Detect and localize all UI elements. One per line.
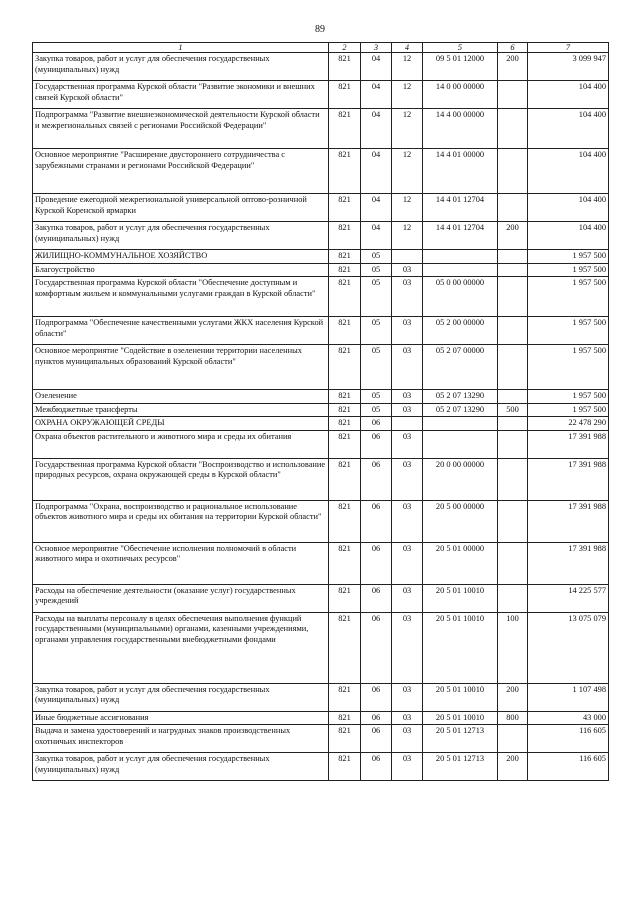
row-name: Благоустройство <box>33 263 329 277</box>
row-section: 05 <box>361 317 392 345</box>
table-row <box>33 390 609 404</box>
row-target-article: 09 5 01 12000 <box>423 53 498 81</box>
row-grbs: 821 <box>329 222 361 250</box>
row-expense-type: 200 <box>498 683 528 711</box>
row-grbs: 821 <box>329 81 361 109</box>
table-row <box>33 149 609 194</box>
row-target-article: 20 5 01 10010 <box>423 683 498 711</box>
row-section: 06 <box>361 612 392 683</box>
row-name: Проведение ежегодной межрегиональной универсальной оптово-розничной Курской Коренской ярмарки <box>33 194 329 222</box>
row-name: Государственная программа Курской области "Обеспечение доступным и комфортным жильем и коммунальными услугами граждан в Курской области" <box>33 277 329 317</box>
row-name: Подпрограмма "Охрана, воспроизводство и рациональное использование объектов животного мира и среды их обитания на территории Курской области" <box>33 500 329 542</box>
table-row <box>33 403 609 417</box>
row-grbs: 821 <box>329 390 361 404</box>
row-section: 04 <box>361 222 392 250</box>
row-amount: 116 605 <box>528 725 609 753</box>
row-expense-type <box>498 109 528 149</box>
row-subsection: 12 <box>392 53 423 81</box>
column-header: 7 <box>528 43 609 53</box>
row-amount: 3 099 947 <box>528 53 609 81</box>
row-subsection: 03 <box>392 345 423 390</box>
row-grbs: 821 <box>329 263 361 277</box>
row-name: Закупка товаров, работ и услуг для обеспечения государственных (муниципальных) нужд <box>33 53 329 81</box>
row-grbs: 821 <box>329 277 361 317</box>
row-target-article: 14 4 00 00000 <box>423 109 498 149</box>
row-subsection: 03 <box>392 725 423 753</box>
row-section: 06 <box>361 542 392 584</box>
row-section: 06 <box>361 711 392 725</box>
row-grbs: 821 <box>329 683 361 711</box>
row-amount: 104 400 <box>528 81 609 109</box>
row-name: Озеленение <box>33 390 329 404</box>
row-expense-type <box>498 725 528 753</box>
table-row <box>33 277 609 317</box>
row-target-article: 20 5 01 10010 <box>423 612 498 683</box>
row-expense-type <box>498 390 528 404</box>
row-section: 05 <box>361 403 392 417</box>
row-target-article <box>423 417 498 431</box>
row-grbs: 821 <box>329 403 361 417</box>
row-subsection: 03 <box>392 542 423 584</box>
row-amount: 116 605 <box>528 753 609 781</box>
row-target-article: 05 0 00 00000 <box>423 277 498 317</box>
row-subsection: 03 <box>392 277 423 317</box>
table-row <box>33 53 609 81</box>
row-target-article <box>423 250 498 264</box>
row-section: 04 <box>361 109 392 149</box>
row-name: Иные бюджетные ассигнования <box>33 711 329 725</box>
table-row <box>33 683 609 711</box>
row-expense-type <box>498 542 528 584</box>
row-target-article: 20 5 01 10010 <box>423 584 498 612</box>
table-row <box>33 584 609 612</box>
row-expense-type <box>498 149 528 194</box>
row-section: 06 <box>361 683 392 711</box>
row-subsection <box>392 250 423 264</box>
row-section: 06 <box>361 430 392 458</box>
row-subsection: 03 <box>392 317 423 345</box>
page-number: 89 <box>315 24 325 35</box>
row-subsection: 03 <box>392 683 423 711</box>
row-amount: 1 957 500 <box>528 317 609 345</box>
row-amount: 14 225 577 <box>528 584 609 612</box>
row-name: Выдача и замена удостоверений и нагрудных знаков производственных охотничьих инспекторов <box>33 725 329 753</box>
row-expense-type <box>498 250 528 264</box>
header-row <box>33 43 609 53</box>
row-grbs: 821 <box>329 500 361 542</box>
row-target-article: 05 2 07 13290 <box>423 390 498 404</box>
row-subsection: 12 <box>392 194 423 222</box>
row-section: 05 <box>361 390 392 404</box>
row-section: 05 <box>361 277 392 317</box>
row-expense-type: 800 <box>498 711 528 725</box>
row-name: ОХРАНА ОКРУЖАЮЩЕЙ СРЕДЫ <box>33 417 329 431</box>
row-name: Расходы на обеспечение деятельности (оказание услуг) государственных учреждений <box>33 584 329 612</box>
row-expense-type <box>498 458 528 500</box>
row-section: 05 <box>361 345 392 390</box>
row-section: 05 <box>361 263 392 277</box>
row-amount: 22 478 290 <box>528 417 609 431</box>
row-subsection: 03 <box>392 711 423 725</box>
row-grbs: 821 <box>329 458 361 500</box>
row-name: Подпрограмма "Развитие внешнеэкономической деятельности Курской области и межрегиональных связей с регионами Российской Федерации" <box>33 109 329 149</box>
row-section: 04 <box>361 53 392 81</box>
row-subsection: 03 <box>392 403 423 417</box>
table-row <box>33 250 609 264</box>
row-section: 06 <box>361 753 392 781</box>
row-subsection: 12 <box>392 149 423 194</box>
row-amount: 17 391 988 <box>528 430 609 458</box>
row-section: 06 <box>361 725 392 753</box>
row-grbs: 821 <box>329 725 361 753</box>
row-amount: 17 391 988 <box>528 500 609 542</box>
row-target-article: 05 2 00 00000 <box>423 317 498 345</box>
table-row <box>33 417 609 431</box>
row-amount: 1 957 500 <box>528 263 609 277</box>
row-subsection: 03 <box>392 390 423 404</box>
row-expense-type <box>498 584 528 612</box>
row-section: 04 <box>361 81 392 109</box>
row-amount: 13 075 079 <box>528 612 609 683</box>
row-grbs: 821 <box>329 149 361 194</box>
row-expense-type <box>498 317 528 345</box>
table-row <box>33 430 609 458</box>
row-name: Государственная программа Курской области "Воспроизводство и использование природных ресурсов, охрана окружающей среды в Курской области" <box>33 458 329 500</box>
row-grbs: 821 <box>329 711 361 725</box>
row-grbs: 821 <box>329 542 361 584</box>
row-subsection: 03 <box>392 263 423 277</box>
table-row <box>33 317 609 345</box>
row-subsection: 12 <box>392 109 423 149</box>
row-subsection: 03 <box>392 612 423 683</box>
row-amount: 1 957 500 <box>528 403 609 417</box>
row-subsection: 12 <box>392 222 423 250</box>
row-target-article <box>423 430 498 458</box>
column-header: 5 <box>423 43 498 53</box>
row-section: 06 <box>361 500 392 542</box>
row-amount: 1 957 500 <box>528 250 609 264</box>
row-target-article: 14 0 00 00000 <box>423 81 498 109</box>
table-body <box>33 53 609 781</box>
table-row <box>33 81 609 109</box>
row-subsection: 12 <box>392 81 423 109</box>
row-amount: 1 957 500 <box>528 277 609 317</box>
row-target-article: 20 5 01 12713 <box>423 753 498 781</box>
row-expense-type: 200 <box>498 753 528 781</box>
row-name: Закупка товаров, работ и услуг для обеспечения государственных (муниципальных) нужд <box>33 753 329 781</box>
table-row <box>33 194 609 222</box>
column-header: 1 <box>33 43 329 53</box>
row-name: Расходы на выплаты персоналу в целях обеспечения выполнения функций государственными (муниципальными) органами, казенными учреждениями, органами управления государственными внебюджетными фондами <box>33 612 329 683</box>
row-grbs: 821 <box>329 584 361 612</box>
row-section: 04 <box>361 194 392 222</box>
row-name: Охрана объектов растительного и животного мира и среды их обитания <box>33 430 329 458</box>
row-grbs: 821 <box>329 417 361 431</box>
row-target-article <box>423 263 498 277</box>
row-expense-type: 100 <box>498 612 528 683</box>
table-row <box>33 263 609 277</box>
row-target-article: 20 5 01 10010 <box>423 711 498 725</box>
row-target-article: 14 4 01 12704 <box>423 222 498 250</box>
row-grbs: 821 <box>329 109 361 149</box>
row-subsection: 03 <box>392 753 423 781</box>
row-target-article: 05 2 07 00000 <box>423 345 498 390</box>
row-amount: 104 400 <box>528 149 609 194</box>
row-amount: 104 400 <box>528 194 609 222</box>
row-subsection: 03 <box>392 584 423 612</box>
table-row <box>33 500 609 542</box>
table-row <box>33 222 609 250</box>
row-grbs: 821 <box>329 317 361 345</box>
row-expense-type <box>498 345 528 390</box>
row-name: Государственная программа Курской области "Развитие экономики и внешних связей Курской области" <box>33 81 329 109</box>
row-grbs: 821 <box>329 194 361 222</box>
row-expense-type <box>498 194 528 222</box>
row-target-article: 20 5 01 12713 <box>423 725 498 753</box>
row-target-article: 20 5 01 00000 <box>423 542 498 584</box>
row-grbs: 821 <box>329 53 361 81</box>
row-section: 04 <box>361 149 392 194</box>
column-header: 3 <box>361 43 392 53</box>
row-subsection: 03 <box>392 500 423 542</box>
table-row <box>33 542 609 584</box>
row-amount: 43 000 <box>528 711 609 725</box>
row-expense-type <box>498 500 528 542</box>
row-expense-type: 200 <box>498 53 528 81</box>
row-amount: 1 957 500 <box>528 345 609 390</box>
row-expense-type <box>498 430 528 458</box>
row-grbs: 821 <box>329 753 361 781</box>
row-subsection <box>392 417 423 431</box>
row-target-article: 20 5 00 00000 <box>423 500 498 542</box>
row-target-article: 05 2 07 13290 <box>423 403 498 417</box>
row-target-article: 14 4 01 12704 <box>423 194 498 222</box>
table-row <box>33 753 609 781</box>
budget-table <box>32 42 609 781</box>
row-subsection: 03 <box>392 430 423 458</box>
row-expense-type: 500 <box>498 403 528 417</box>
row-amount: 17 391 988 <box>528 458 609 500</box>
row-grbs: 821 <box>329 345 361 390</box>
table-row <box>33 612 609 683</box>
row-grbs: 821 <box>329 612 361 683</box>
row-name: Закупка товаров, работ и услуг для обеспечения государственных (муниципальных) нужд <box>33 222 329 250</box>
row-expense-type <box>498 81 528 109</box>
table-row <box>33 345 609 390</box>
row-target-article: 20 0 00 00000 <box>423 458 498 500</box>
row-name: ЖИЛИЩНО-КОММУНАЛЬНОЕ ХОЗЯЙСТВО <box>33 250 329 264</box>
row-amount: 1 957 500 <box>528 390 609 404</box>
row-section: 05 <box>361 250 392 264</box>
row-section: 06 <box>361 584 392 612</box>
table-row <box>33 458 609 500</box>
table-row <box>33 711 609 725</box>
row-name: Закупка товаров, работ и услуг для обеспечения государственных (муниципальных) нужд <box>33 683 329 711</box>
row-expense-type: 200 <box>498 222 528 250</box>
row-section: 06 <box>361 458 392 500</box>
row-subsection: 03 <box>392 458 423 500</box>
row-name: Межбюджетные трансферты <box>33 403 329 417</box>
column-header: 6 <box>498 43 528 53</box>
row-name: Основное мероприятие "Обеспечение исполнения полномочий в области животного мира и охотничьих ресурсов" <box>33 542 329 584</box>
row-section: 06 <box>361 417 392 431</box>
row-grbs: 821 <box>329 430 361 458</box>
row-amount: 17 391 988 <box>528 542 609 584</box>
row-expense-type <box>498 263 528 277</box>
row-name: Основное мероприятие "Расширение двустороннего сотрудничества с зарубежными странами и регионами Российской Федерации" <box>33 149 329 194</box>
row-expense-type <box>498 417 528 431</box>
table-row <box>33 725 609 753</box>
row-expense-type <box>498 277 528 317</box>
row-amount: 104 400 <box>528 109 609 149</box>
row-name: Основное мероприятие "Содействие в озеленении территории населенных пунктов муниципальных образований Курской области" <box>33 345 329 390</box>
row-target-article: 14 4 01 00000 <box>423 149 498 194</box>
column-header: 4 <box>392 43 423 53</box>
row-amount: 1 107 498 <box>528 683 609 711</box>
column-header: 2 <box>329 43 361 53</box>
row-grbs: 821 <box>329 250 361 264</box>
table-row <box>33 109 609 149</box>
row-amount: 104 400 <box>528 222 609 250</box>
row-name: Подпрограмма "Обеспечение качественными услугами ЖКХ населения Курской области" <box>33 317 329 345</box>
